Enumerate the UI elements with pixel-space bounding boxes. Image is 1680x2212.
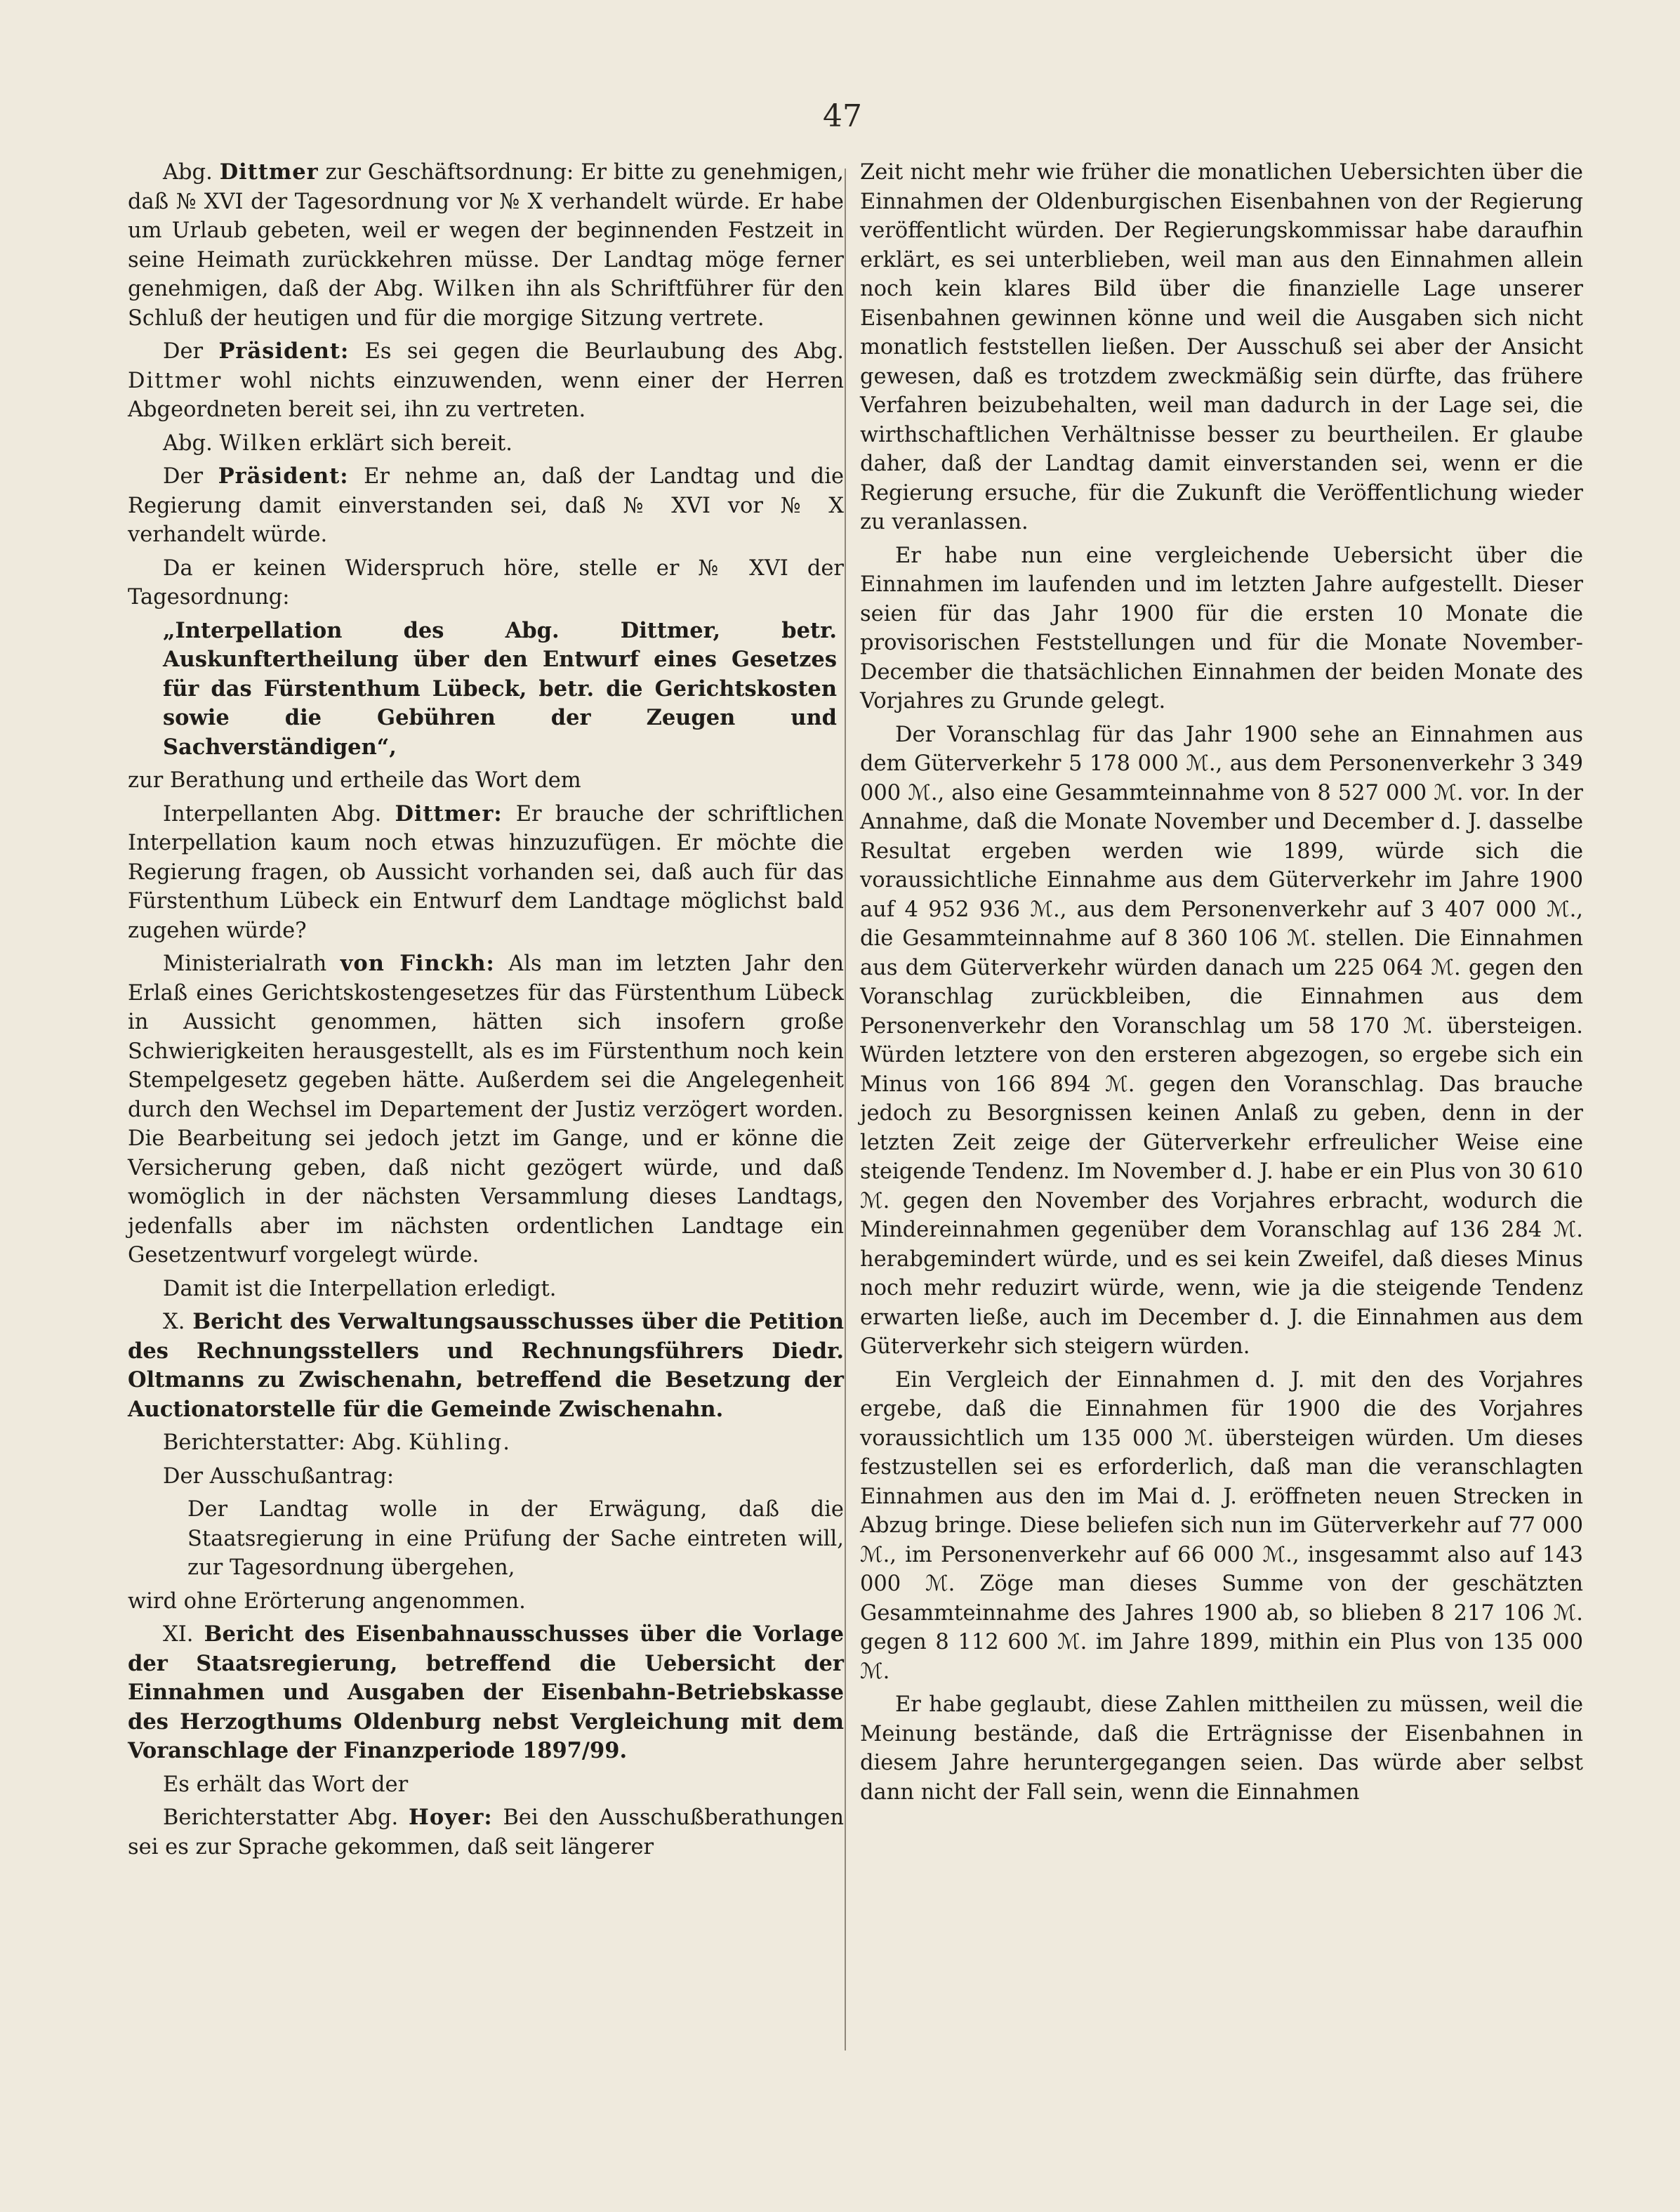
paragraph: Damit ist die Interpellation erledigt. xyxy=(163,1276,557,1301)
paragraph: Der Präsident: Es sei gegen die Beurlaubung des Abg. Dittmer wohl nichts einzuwenden, wenn einer der Herren Abgeordneten bereit sei, ihn zu vertreten. xyxy=(128,338,844,422)
paragraph: Zeit nicht mehr wie früher die monatlichen Uebersichten über die Einnahmen der Oldenburgischen Eisenbahnen von der Regierung veröffentlicht würden. Der Regierungskommissar habe daraufhin erklärt, es sei unterblieben, weil man aus den Einnahmen allein noch kein klares Bild über die finanzielle Lage unserer Eisenbahnen gewinnen könne und weil die Ausgaben sich nicht monatlich feststellen ließen. Der Ausschuß sei aber der Ansicht gewesen, daß es trotzdem zweckmäßig sein dürfte, das frühere Verfahren beizubehalten, weil man dadurch in der Lage sei, die wirthschaftlichen Verhältnisse besser zu beurtheilen. Er glaube daher, daß der Landtag damit einverstanden sei, wenn er die Regierung ersuche, für die Zukunft die Veröffentlichung wieder zu veranlassen. xyxy=(860,160,1583,534)
speaker-name: von Finckh: xyxy=(340,951,495,976)
speaker-name: Kühling xyxy=(409,1430,503,1455)
speaker-name: Hoyer: xyxy=(409,1805,493,1830)
paragraph: Der Ausschußantrag: xyxy=(163,1463,395,1489)
paragraph: wird ohne Erörterung angenommen. xyxy=(128,1588,526,1614)
page-number: 47 xyxy=(823,98,862,134)
paragraph: Abg. Wilken erklärt sich bereit. xyxy=(163,430,512,456)
left-column xyxy=(128,158,844,1866)
speaker-name: Präsident: xyxy=(218,463,349,489)
column-divider xyxy=(845,169,846,2050)
speaker-name: Wilken xyxy=(433,277,517,301)
paragraph: Ein Vergleich der Einnahmen d. J. mit den des Vorjahres ergebe, daß die Einnahmen für 1900 die des Vorjahres voraussichtlich um 135 000 ℳ. übersteigen würden. Um dieses festzustellen sei es erforderlich, daß man die veranschlagten Einnahmen aus den im Mai d. J. eröffneten neuen Strecken in Abzug bringe. Diese beliefen sich nun im Güterverkehr auf 77 000 ℳ., im Personenverkehr auf 66 000 ℳ., insgesammt also auf 143 000 ℳ. Zöge man dieses Summe von der geschätzten Gesammteinnahme des Jahres 1900 ab, so blieben 8 217 106 ℳ. gegen 8 112 600 ℳ. im Jahre 1899, mithin ein Plus von 135 000 ℳ. xyxy=(860,1367,1583,1684)
paragraph: Interpellanten Abg. Dittmer: Er brauche der schriftlichen Interpellation kaum noch etwas hinzuzufügen. Er möchte die Regierung fragen, ob Aussicht vorhanden sei, daß auch für das Fürstenthum Lübeck ein Entwurf dem Landtage möglichst bald zugehen würde? xyxy=(128,801,844,943)
interpellation-title: „Interpellation des Abg. Dittmer, betr. Auskunftertheilung über den Entwurf eines Gesetzes für das Fürstenthum Lübeck, betr. die Gerichtskosten sowie die Gebühren der Zeugen und Sachverständigen“, xyxy=(163,617,837,760)
speaker-name: Wilken xyxy=(219,430,303,456)
speaker-name: Dittmer xyxy=(219,159,319,185)
agenda-item-heading: XI. Bericht des Eisenbahnausschusses über die Vorlage der Staatsregierung, betreffend die Uebersicht der Einnahmen und Ausgaben der Eisenbahn-Betriebskasse des Herzogthums Oldenburg nebst Vergleichung mit dem Voranschlage der Finanzperiode 1897/99. xyxy=(128,1621,844,1763)
paragraph: Er habe geglaubt, diese Zahlen mittheilen zu müssen, weil die Meinung bestände, daß die Erträgnisse der Eisenbahnen in diesem Jahre heruntergegangen seien. Das würde aber selbst dann nicht der Fall sein, wenn die Einnahmen xyxy=(860,1692,1583,1805)
paragraph: Es erhält das Wort der xyxy=(163,1772,409,1797)
paragraph: Er habe nun eine vergleichende Uebersicht über die Einnahmen im laufenden und im letzten Jahre aufgestellt. Dieser seien für das Jahr 1900 für die ersten 10 Monate die provisorischen Feststellungen und für die Monate November-December die thatsächlichen Einnahmen der beiden Monate des Vorjahres zu Grunde gelegt. xyxy=(860,543,1583,713)
speaker-name: Dittmer: xyxy=(395,801,503,827)
paragraph: Abg. Dittmer zur Geschäftsordnung: Er bitte zu genehmigen, daß № XVI der Tagesordnung vor № X verhandelt würde. Er habe um Urlaub gebeten, weil er wegen der beginnenden Festzeit in seine Heimath zurückkehren müsse. Der Landtag möge ferner genehmigen, daß der Abg. Wilken ihn als Schriftführer für den Schluß der heutigen und für die morgige Sitzung vertrete. xyxy=(128,159,844,331)
speaker-name: Präsident: xyxy=(218,338,350,364)
paragraph: Der Präsident: Er nehme an, daß der Landtag und die Regierung damit einverstanden sei, daß № XVI vor № X verhandelt würde. xyxy=(128,463,844,547)
speaker-name: Dittmer xyxy=(128,368,223,393)
paragraph: zur Berathung und ertheile das Wort dem xyxy=(128,768,581,793)
paragraph: Der Voranschlag für das Jahr 1900 sehe an Einnahmen aus dem Güterverkehr 5 178 000 ℳ., aus dem Personenverkehr 3 349 000 ℳ., also eine Gesammteinnahme von 8 527 000 ℳ. vor. In der Annahme, daß die Monate November und December d. J. dasselbe Resultat ergeben werden wie 1899, würde sich die voraussichtliche Einnahme aus dem Güterverkehr im Jahre 1900 auf 4 952 936 ℳ., aus dem Personenverkehr auf 3 407 000 ℳ., die Gesammteinnahme auf 8 360 106 ℳ. stellen. Die Einnahmen aus dem Güterverkehr würden danach um 225 064 ℳ. gegen den Voranschlag zurückbleiben, die Einnahmen aus dem Personenverkehr den Voranschlag um 58 170 ℳ. übersteigen. Würden letztere von den ersteren abgezogen, so ergebe sich ein Minus von 166 894 ℳ. gegen den Voranschlag. Das brauche jedoch zu Besorgnissen keinen Anlaß zu geben, denn in der letzten Zeit zeige der Güterverkehr erfreulicher Weise eine steigende Tendenz. Im November d. J. habe er ein Plus von 30 610 ℳ. gegen den November des Vorjahres erbracht, wodurch die Mindereinnahmen gegenüber dem Voranschlag auf 136 284 ℳ. herabgemindert würde, und es sei kein Zweifel, daß dieses Minus noch mehr reduzirt würde, wenn, wie ja die steigende Tendenz erwarten ließe, auch im December d. J. die Einnahmen aus dem Güterverkehr sich steigern würden. xyxy=(860,722,1583,1359)
paragraph: Berichterstatter: Abg. Kühling. xyxy=(163,1430,510,1455)
paragraph: Ministerialrath von Finckh: Als man im letzten Jahr den Erlaß eines Gerichtskostengesetzes für das Fürstenthum Lübeck in Aussicht genommen, hätten sich insofern große Schwierigkeiten herausgestellt, als es im Fürstenthum noch kein Stempelgesetz gegeben hätte. Außerdem sei die Angelegenheit durch den Wechsel im Departement der Justiz verzögert worden. Die Bearbeitung sei jedoch jetzt im Gange, und er könne die Versicherung geben, daß nicht gezögert würde, und daß womöglich in der nächsten Versammlung dieses Landtags, jedenfalls aber im nächsten ordentlichen Landtage ein Gesetzentwurf vorgelegt würde. xyxy=(128,951,844,1268)
agenda-item-heading: X. Bericht des Verwaltungsausschusses über die Petition des Rechnungsstellers und Rechnungsführers Diedr. Oltmanns zu Zwischenahn, betreffend die Besetzung der Auctionatorstelle für die Gemeinde Zwischenahn. xyxy=(128,1309,844,1422)
motion-text: Der Landtag wolle in der Erwägung, daß die Staatsregierung in eine Prüfung der Sache eintreten will, zur Tagesordnung übergehen, xyxy=(187,1497,844,1580)
right-column xyxy=(860,158,1583,1811)
paragraph: Berichterstatter Abg. Hoyer: Bei den Ausschußberathungen sei es zur Sprache gekommen, daß seit längerer xyxy=(128,1805,844,1859)
paragraph: Da er keinen Widerspruch höre, stelle er № XVI der Tagesordnung: xyxy=(128,555,844,610)
